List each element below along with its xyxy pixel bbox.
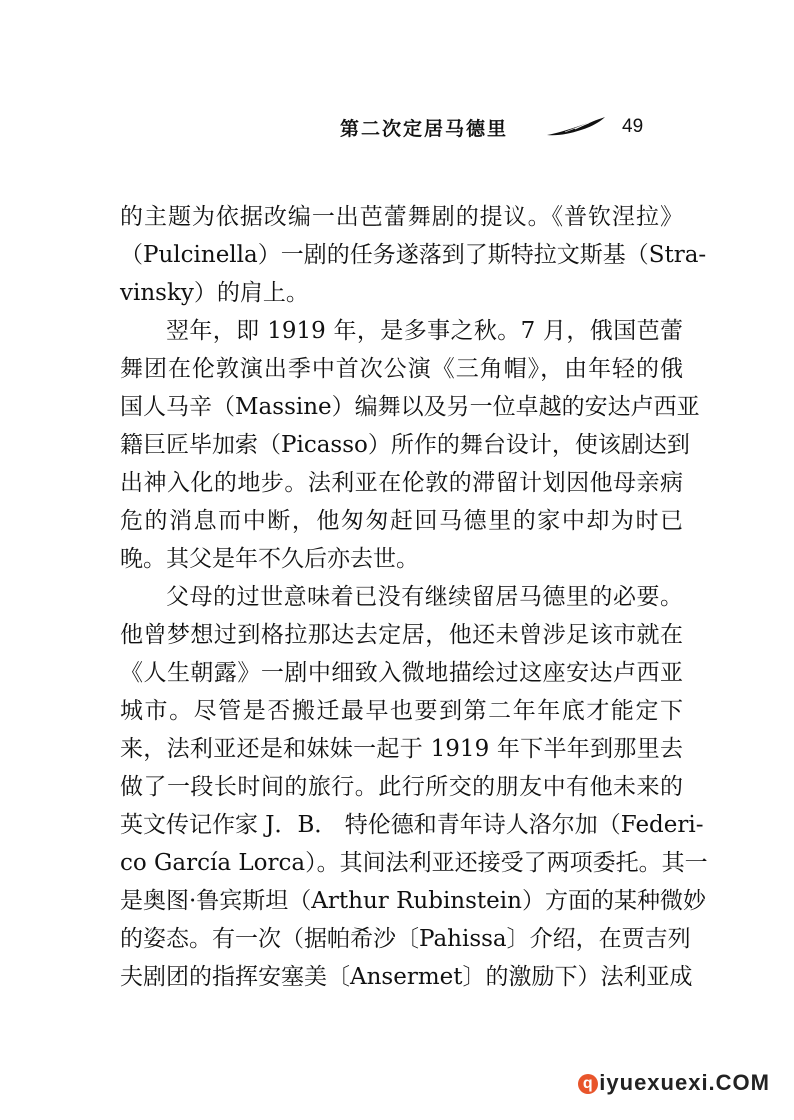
watermark-logo [578,1070,770,1096]
paragraph-start-line: 翌年，即 1919 年，是多事之秋。7 月，俄国芭蕾 [166,318,683,344]
brush-stroke-icon [545,116,607,138]
text-line: 晚。其父是年不久后亦去世。 [120,546,419,572]
text-line: 籍巨匠毕加索（Picasso）所作的舞台设计，使该剧达到 [120,432,690,458]
chapter-title: 第二次定居马德里 [340,118,509,140]
text-line: 的主题为依据改编一出芭蕾舞剧的提议。《普钦涅拉》 [120,204,683,230]
text-line: 舞团在伦敦演出季中首次公演《三角帽》，由年轻的俄 [120,356,683,382]
watermark-q-badge: q [578,1074,598,1094]
body-text [120,198,708,996]
text-line: 来，法利亚还是和妹妹一起于 1919 年下半年到那里去 [120,736,683,762]
paragraph-start-line: 父母的过世意味着已没有继续留居马德里的必要。 [166,584,683,610]
text-line: vinsky）的肩上。 [120,280,309,306]
text-line: 他曾梦想过到格拉那达去定居，他还未曾涉足该市就在 [120,622,683,648]
text-line: 是奥图·鲁宾斯坦（Arthur Rubinstein）方面的某种微妙 [120,888,706,914]
page-number: 49 [622,116,644,137]
text-line: 夫剧团的指挥安塞美〔Ansermet〕的激励下）法利亚成 [120,964,693,990]
text-line: 英文传记作家 J．B． 特伦德和青年诗人洛尔加（Federi- [120,812,704,838]
text-line: 《人生朝露》一剧中细致入微地描绘过这座安达卢西亚 [120,660,683,686]
text-line: （Pulcinella）一剧的任务遂落到了斯特拉文斯基（Stra- [120,242,707,268]
watermark-text: iyuexuexi.COM [599,1070,770,1095]
text-line: 出神入化的地步。法利亚在伦敦的滞留计划因他母亲病 [120,470,683,496]
text-line: 国人马辛（Massine）编舞以及另一位卓越的安达卢西亚 [120,394,700,420]
text-line: co García Lorca）。其间法利亚还接受了两项委托。其一 [120,850,708,876]
running-header [0,112,794,142]
text-line: 城市。尽管是否搬迁最早也要到第二年年底才能定下 [120,698,683,724]
text-line: 做了一段长时间的旅行。此行所交的朋友中有他未来的 [120,774,683,800]
text-line: 危的消息而中断，他匆匆赶回马德里的家中却为时已 [120,508,683,534]
text-line: 的姿态。有一次（据帕希沙〔Pahissa〕介绍，在贾吉列 [120,926,691,952]
